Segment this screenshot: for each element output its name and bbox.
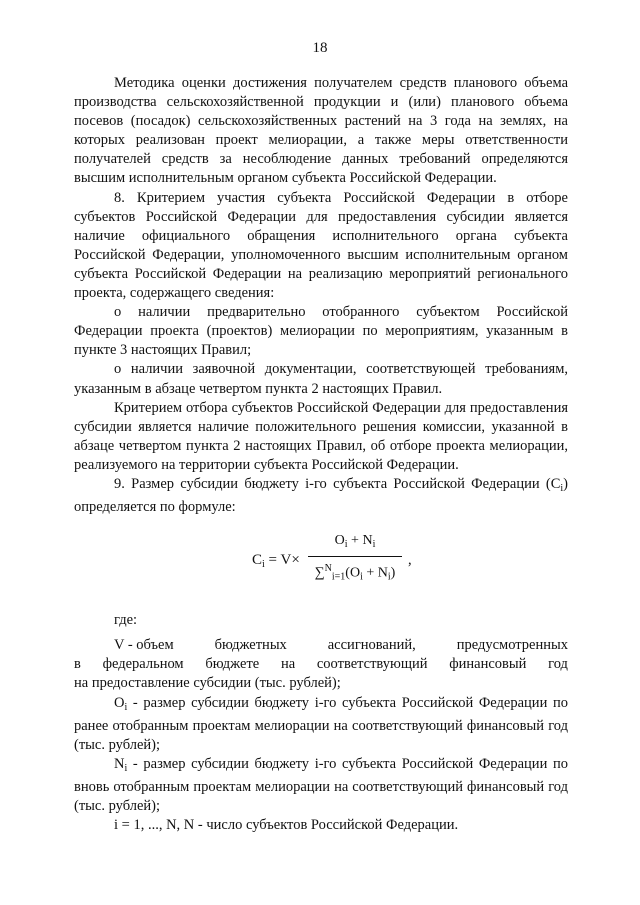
paragraph-selection-criterion: Критерием отбора субъектов Российской Федерации для предоставления субсидии является наличие положительного решения комиссии, указанной в абзаце четвертом пункта 2 настоящих Правил, об отборе проекта мелиорации, реализуемого на территории субъекта Российской Федерации. <box>74 399 568 473</box>
paragraph-methodology: Методика оценки достижения получателем средств планового объема производства сельскохозяйственной продукции и (или) планового объема посевов (посадок) сельскохозяйственных растений на 3 года на землях, на которых реализован проект мелиорации, а также меры ответственности получателей средств за несоблюдение данных требований определяются высшим исполнительным органом субъекта Российской Федерации. <box>74 75 568 187</box>
formula-denominator: $\sum^N_{i=1}(O_i + N_i)$ <box>314 563 396 583</box>
paragraph-condition-documentation: о наличии заявочной документации, соответствующей требованиям, указанным в абзаце четвертом пункта 2 настоящих Правил. <box>74 361 568 397</box>
definition-i: i = 1, ..., N, N - число субъектов Российской Федерации. <box>114 817 459 834</box>
item-9-text-start: 9. Размер субсидии бюджету i-го субъекта Российской Федерации (C <box>114 475 561 492</box>
formula-numerator: $O_i + N_i$ <box>334 533 376 551</box>
item-9-text-end: ) определяется по формуле: <box>74 475 568 516</box>
formula-comma: , <box>408 552 412 569</box>
definition-v-line3: на предоставление субсидии (тыс. рублей); <box>74 675 341 692</box>
page-number: 18 <box>312 40 328 56</box>
formula-fraction <box>306 531 404 587</box>
definition-n: $N_i$ - размер субсидии бюджету i-го субъекта Российской Федерации по вновь отобранным проектам мелиорации на соответствующий финансовый год (тыс. рублей); <box>74 755 568 814</box>
paragraph-condition-project: о наличии предварительно отобранного субъектом Российской Федерации проекта (проектов) мелиорации по мероприятиям, указанным в пункте 3 настоящих Правил; <box>74 304 568 359</box>
where-label: где: <box>114 612 138 629</box>
definition-v-line2: в федеральном бюджете на соответствующий финансовый год <box>74 656 568 673</box>
item-9-subscript: i <box>560 482 564 494</box>
definition-v-line1: V - объем бюджетных ассигнований, предусмотренных <box>114 637 568 654</box>
subsidy-formula <box>74 531 568 595</box>
paragraph-item-8: 8. Критерием участия субъекта Российской Федерации в отборе субъектов Российской Федерации для предоставления субсидии является наличие официального обращения исполнительного органа субъекта Российской Федерации, уполномоченного высшим исполнительным органом субъекта Российской Федерации на реализацию мероприятий регионального проекта, содержащего сведения: <box>74 189 568 302</box>
definition-o: $O_i$ - размер субсидии бюджету i-го субъекта Российской Федерации по ранее отобранным проектам мелиорации на соответствующий финансовый год (тыс. рублей); <box>74 694 568 753</box>
document-body <box>74 74 568 835</box>
paragraph-item-9 <box>74 475 568 517</box>
formula-lhs: $C_i = V\times$ <box>252 552 300 571</box>
